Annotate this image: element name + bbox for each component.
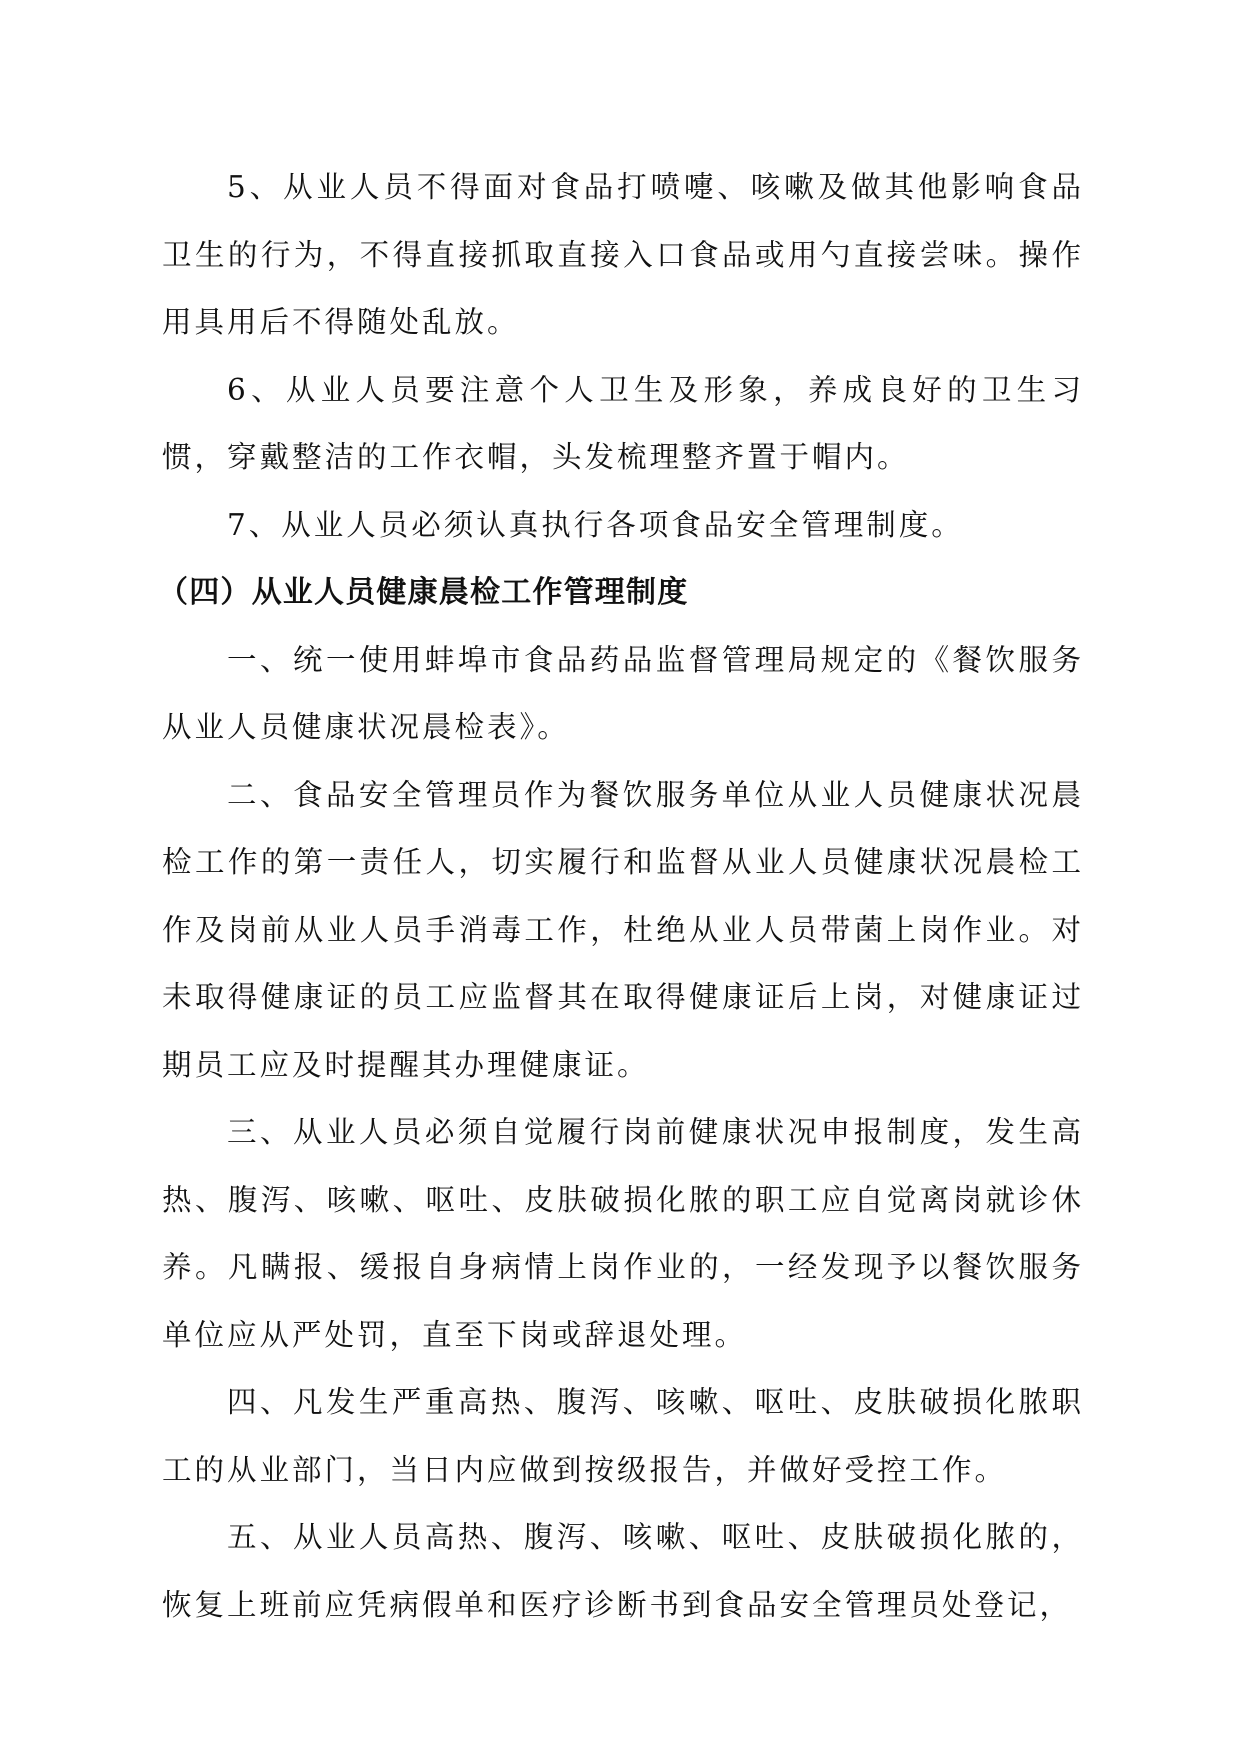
paragraph-rule-7: 7、从业人员必须认真执行各项食品安全管理制度。 xyxy=(227,507,964,542)
document-body xyxy=(158,154,1084,1639)
paragraph-item-5: 五、从业人员高热、腹泻、咳嗽、呕吐、皮肤破损化脓的，恢复上班前应凭病假单和医疗诊断书到食品安全管理员处登记， xyxy=(162,1520,1084,1622)
paragraph-item-2: 二、食品安全管理员作为餐饮服务单位从业人员健康状况晨检工作的第一责任人，切实履行和监督从业人员健康状况晨检工作及岗前从业人员手消毒工作，杜绝从业人员带菌上岗作业。对未取得健康证的员工应监督其在取得健康证后上岗，对健康证过期员工应及时提醒其办理健康证。 xyxy=(162,777,1084,1082)
paragraph-item-3: 三、从业人员必须自觉履行岗前健康状况申报制度，发生高热、腹泻、咳嗽、呕吐、皮肤破损化脓的职工应自觉离岗就诊休养。凡瞒报、缓报自身病情上岗作业的，一经发现予以餐饮服务单位应从严处罚，直至下岗或辞退处理。 xyxy=(162,1115,1084,1352)
paragraph-rule-6: 6、从业人员要注意个人卫生及形象，养成良好的卫生习惯，穿戴整洁的工作衣帽，头发梳理整齐置于帽内。 xyxy=(162,372,1084,474)
paragraph-item-4: 四、凡发生严重高热、腹泻、咳嗽、呕吐、皮肤破损化脓职工的从业部门，当日内应做到按级报告，并做好受控工作。 xyxy=(162,1385,1084,1487)
paragraph-rule-5: 5、从业人员不得面对食品打喷嚏、咳嗽及做其他影响食品卫生的行为，不得直接抓取直接入口食品或用勺直接尝味。操作用具用后不得随处乱放。 xyxy=(162,170,1084,339)
paragraph-item-1: 一、统一使用蚌埠市食品药品监督管理局规定的《餐饮服务从业人员健康状况晨检表》。 xyxy=(162,642,1084,744)
section-heading: （四）从业人员健康晨检工作管理制度 xyxy=(158,575,689,610)
